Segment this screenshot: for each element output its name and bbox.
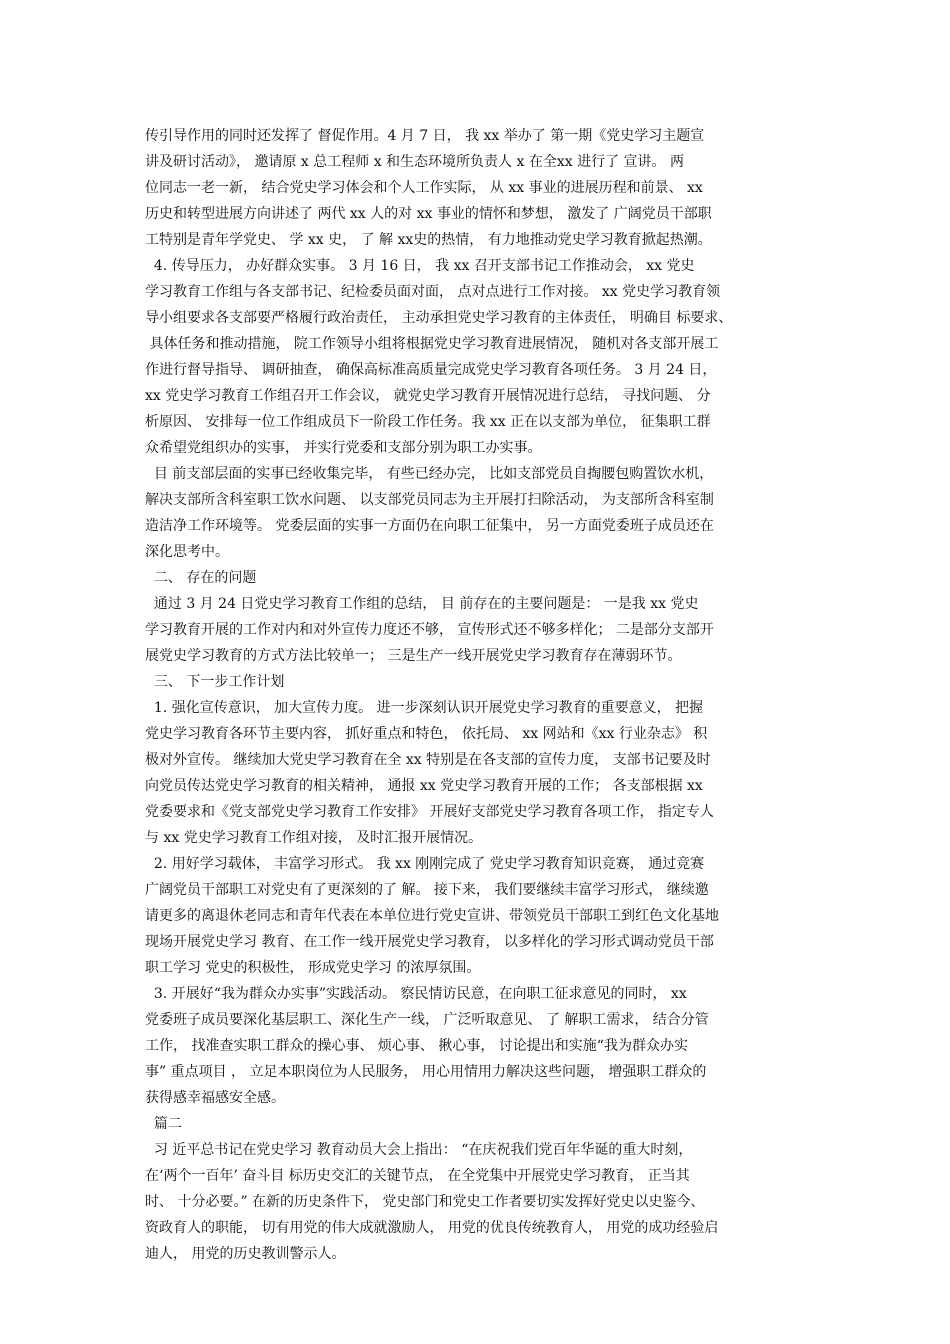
text-line: 习 近平总书记在党史学习 教育动员大会上指出： “在庆祝我们党百年华诞的重大时刻， (145, 1142, 693, 1158)
text-line: 极对外宣传。 继续加大党史学习教育在全 xx 特别是在各支部的宣传力度， 支部书记要及时 (145, 752, 711, 768)
text-line: 造洁净工作环境等。 党委层面的实事一方面仍在向职工征集中， 另一方面党委班子成员还在 (145, 518, 714, 534)
text-line: 目 前支部层面的实事已经收集完毕， 有些已经办完， 比如支部党员自掏腰包购置饮水机， (145, 466, 714, 482)
text-line: 4. 传导压力， 办好群众实事。 3 月 16 日， 我 xx 召开支部书记工作推动会， xx 党史 (145, 258, 695, 274)
text-line: 解决支部所含科室职工饮水问题、 以支部党员同志为主开展打扫除活动， 为支部所含科室制 (145, 492, 714, 508)
text-line: 通过 3 月 24 日党史学习教育工作组的总结， 目 前存在的主要问题是： 一是我 xx 党史 (145, 596, 699, 612)
document-body (145, 123, 810, 1267)
text-line: 展党史学习教育的方式方法比较单一； 三是生产一线开展党史学习教育存在薄弱环节。 (145, 648, 682, 664)
text-line: 工特别是青年学党史、 学 xx 史， 了 解 xx史的热情， 有力地推动党史学习教育掀起热潮。 (145, 232, 712, 248)
text-line: 讲及研讨活动》， 邀请原 x 总工程师 x 和生态环境所负责人 x 在全xx 进行了 宣讲。 两 (145, 154, 684, 170)
text-line: 2. 用好学习载体， 丰富学习形式。 我 xx 刚刚完成了 党史学习教育知识竞赛， 通过竞赛 (145, 856, 705, 872)
text-line: xx 党史学习教育工作组召开工作会议， 就党史学习教育开展情况进行总结， 寻找问题、 分 (145, 388, 711, 404)
text-line: 篇二 (145, 1116, 182, 1132)
text-line: 职工学习 党史的积极性， 形成党史学习 的浓厚氛围。 (145, 960, 481, 976)
text-line: 三、 下一步工作计划 (145, 674, 285, 690)
text-line: 析原因、 安排每一位工作组成员下一阶段工作任务。我 xx 正在以支部为单位， 征集职工群 (145, 414, 711, 430)
text-line: 获得感幸福感安全感。 (145, 1090, 285, 1106)
text-line: 位同志一老一新， 结合党史学习体会和个人工作实际， 从 xx 事业的进展历程和前景、 xx (145, 180, 703, 196)
text-line: 请更多的离退休老同志和青年代表在本单位进行党史宣讲、带领党员干部职工到红色文化基地 (145, 908, 719, 924)
text-line: 学习教育开展的工作对内和对外宣传力度还不够， 宣传形式还不够多样化； 二是部分支部开 (145, 622, 714, 638)
text-line: 在‘两个一百年’ 奋斗目 标历史交汇的关键节点， 在全党集中开展党史学习教育， 正当其 (145, 1168, 690, 1184)
text-line: 具体任务和推动措施， 院工作领导小组将根据党史学习教育进展情况， 随机对各支部开展工 (145, 336, 719, 352)
text-line: 事” 重点项目 ， 立足本职岗位为人民服务， 用心用情用力解决这些问题， 增强职工群众的 (145, 1064, 707, 1080)
text-line: 党委班子成员要深化基层职工、深化生产一线， 广泛听取意见、 了 解职工需求， 结合分管 (145, 1012, 709, 1028)
text-line: 向党员传达党史学习教育的相关精神， 通报 xx 党史学习教育开展的工作； 各支部根据 xx (145, 778, 703, 794)
text-line: 现场开展党史学习 教育、在工作一线开展党史学习教育， 以多样化的学习形式调动党员干部 (145, 934, 714, 950)
text-line: 学习教育工作组与各支部书记、纪检委员面对面， 点对点进行工作对接。 xx 党史学习教育领 (145, 284, 721, 300)
text-line: 历史和转型进展方向讲述了 两代 xx 人的对 xx 事业的情怀和梦想， 激发了 广阔党员干部职 (145, 206, 712, 222)
text-line: 3. 开展好“我为群众办实事”实践活动。 察民情访民意，在向职工征求意见的同时， xx (145, 986, 687, 1002)
text-line: 众希望党组织办的实事， 并实行党委和支部分别为职工办实事。 (145, 440, 542, 456)
text-line: 广阔党员干部职工对党史有了更深刻的了 解。 接下来， 我们要继续丰富学习形式， 继续邀 (145, 882, 709, 898)
text-line: 党史学习教育各环节主要内容， 抓好重点和特色， 依托局、 xx 网站和《xx 行业杂志》 积 (145, 726, 708, 742)
text-line: 传引导作用的同时还发挥了 督促作用。4 月 7 日， 我 xx 举办了 第一期《党史学习主题宣 (145, 128, 705, 144)
text-line: 工作， 找准查实职工群众的操心事、 烦心事、 揪心事， 讨论提出和实施“我为群众办实 (145, 1038, 688, 1054)
text-line: 二、 存在的问题 (145, 570, 257, 586)
text-line: 党委要求和《党支部党史学习教育工作安排》 开展好支部党史学习教育各项工作， 指定专人 (145, 804, 714, 820)
text-line: 导小组要求各支部要严格履行政治责任， 主动承担党史学习教育的主体责任， 明确目 标要求、 (145, 310, 733, 326)
text-line: 深化思考中。 (145, 544, 229, 560)
text-line: 作进行督导指导、 调研抽查， 确保高标准高质量完成党史学习教育各项任务。 3 月 24 日， (145, 362, 717, 378)
text-line: 迪人， 用党的历史教训警示人。 (145, 1246, 346, 1262)
text-line: 与 xx 党史学习教育工作组对接， 及时汇报开展情况。 (145, 830, 483, 846)
text-line: 时、 十分必要。” 在新的历史条件下， 党史部门和党史工作者要切实发挥好党史以史鉴今、 (145, 1194, 705, 1210)
text-line: 资政育人的职能， 切有用党的伟大成就激励人， 用党的优良传统教育人， 用党的成功经验启 (145, 1220, 719, 1236)
text-line: 1. 强化宣传意识， 加大宣传力度。 进一步深刻认识开展党史学习教育的重要意义， 把握 (145, 700, 704, 716)
